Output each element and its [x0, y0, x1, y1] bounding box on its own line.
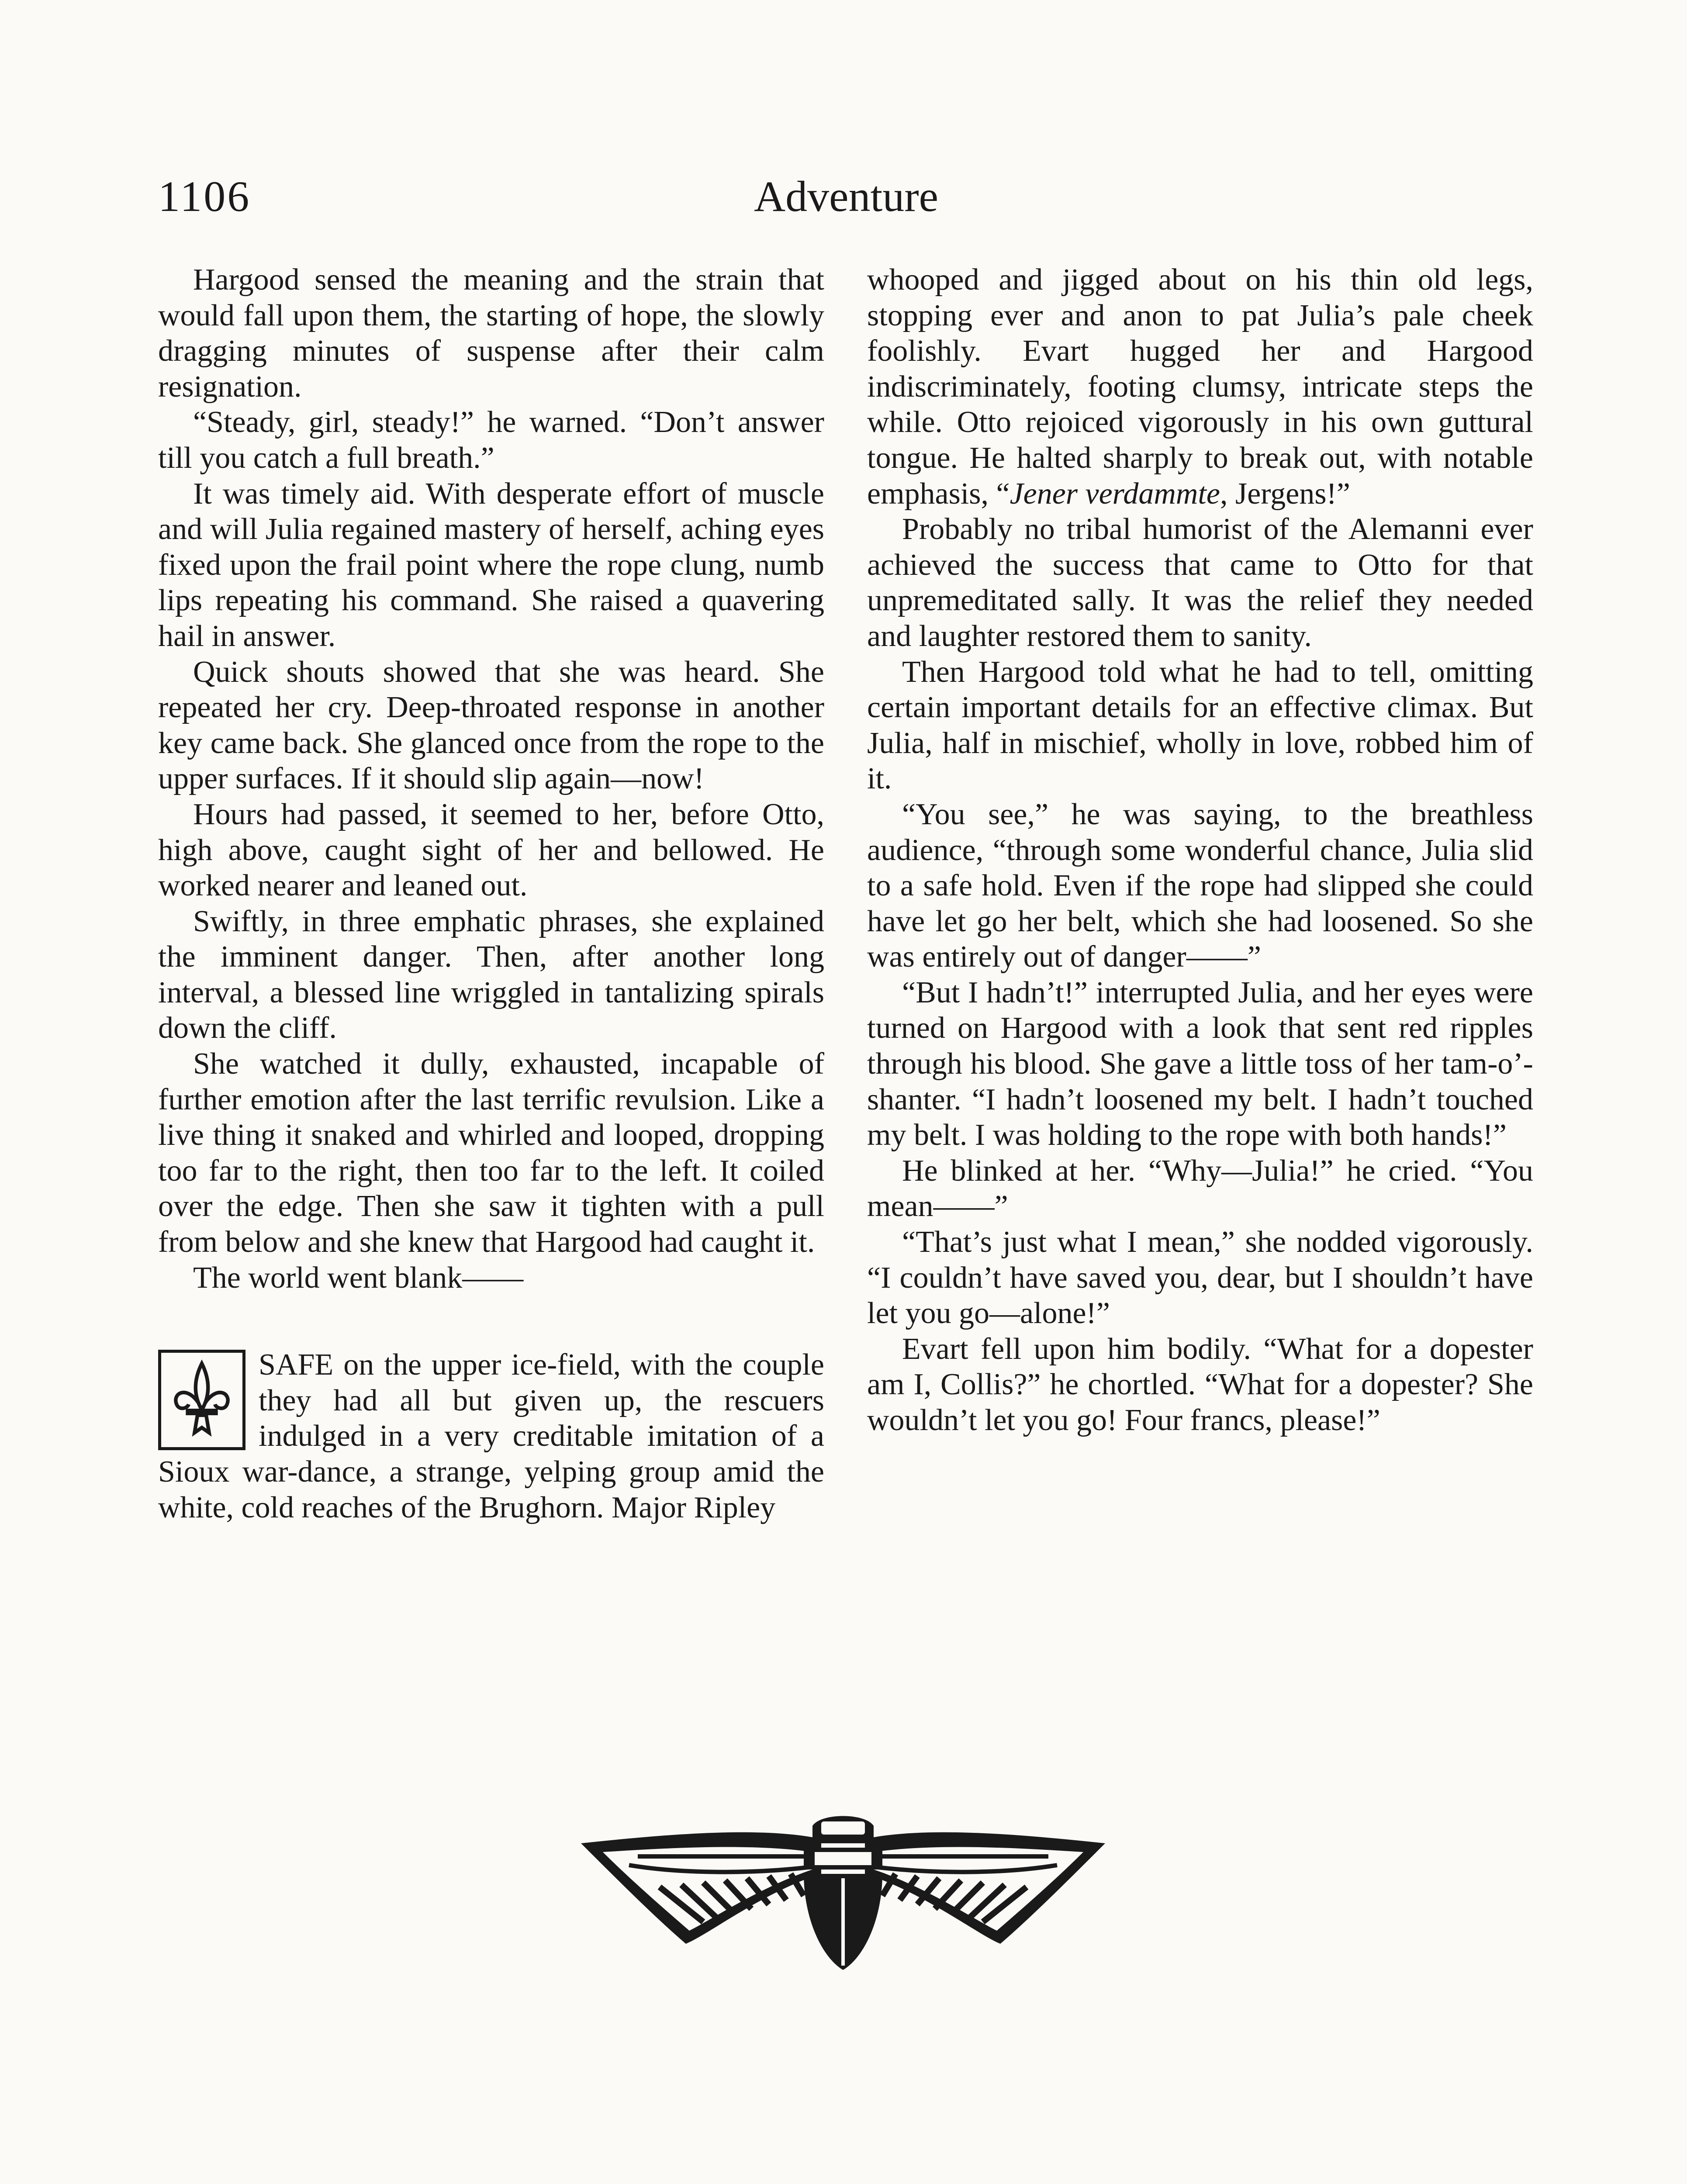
paragraph: The world went blank—— [193, 1261, 524, 1295]
paragraph: She watched it dully, exhausted, incapable of further emotion after the last terrific revulsion. Like a live thing it snaked and whirled and looped, dropping too far to the right, then too far to the left. It coiled over the edge. Then she saw it tighten with a pull from below and she knew that Hargood had caught it. [158, 1047, 824, 1259]
running-title: Adventure [754, 172, 939, 221]
section-break-paragraph [158, 1347, 824, 1525]
paragraph: “You see,” he was saying, to the breathless audience, “through some wonderful chance, Julia slid to a safe hold. Even if the rope had slipped she could have let go her belt, which she had loosened. So she was entirely out of danger——” [867, 797, 1533, 974]
paragraph: He blinked at her. “Why—Julia!” he cried. “You mean——” [867, 1154, 1533, 1223]
paragraph: whooped and jigged about on his thin old legs, stopping ever and anon to pat Julia’s pale cheek foolishly. Evart hugged her and Hargood indiscriminately, footing clumsy, intricate steps the while. Otto rejoiced vigorously in his own guttural tongue. He halted sharply to break out, with notable emphasis, “Jener verdammte, Jergens!” [867, 263, 1533, 511]
paragraph: “But I hadn’t!” interrupted Julia, and her eyes were turned on Hargood with a look that sent red ripples through his blood. She gave a little toss of her tam-o’-shanter. “I hadn’t loosened my belt. I hadn’t touched my belt. I was holding to the rope with both hands!” [867, 975, 1533, 1152]
fleur-de-lis-icon [158, 1350, 245, 1450]
paragraph: Hours had passed, it seemed to her, before Otto, high above, caught sight of her and bellowed. He worked nearer and leaned out. [158, 797, 824, 903]
paragraph: Swiftly, in three emphatic phrases, she explained the imminent danger. Then, after another long interval, a blessed line wriggled in tantalizing spirals down the cliff. [158, 904, 824, 1045]
page-header [158, 162, 1534, 232]
paragraph: Quick shouts showed that she was heard. She repeated her cry. Deep-throated response in another key came back. She glanced once from the rope to the upper surfaces. If it should slip again—now! [158, 655, 824, 796]
paragraph: Evart fell upon him bodily. “What for a dopester am I, Collis?” he chortled. “What for a dopester? She wouldn’t let you go! Four francs, please!” [867, 1332, 1533, 1437]
section-paragraph: SAFE on the upper ice-field, with the couple they had all but given up, the rescuers indulged in a very creditable imitation of a Sioux war-dance, a strange, yelping group amid the white, cold reaches of the Brughorn. Major Ripley [158, 1348, 824, 1524]
paragraph: It was timely aid. With desperate effort of muscle and will Julia regained mastery of herself, aching eyes fixed upon the frail point where the rope clung, numb lips repeating his command. She raised a quavering hail in answer. [158, 477, 824, 653]
italic-phrase: Jener verdammte [1009, 477, 1220, 511]
paragraph: “Steady, girl, steady!” he warned. “Don’t answer till you catch a full breath.” [158, 405, 824, 475]
paragraph: Probably no tribal humorist of the Alemanni ever achieved the success that came to Otto for that unpremeditated sally. It was the relief they needed and laughter restored them to sanity. [867, 512, 1533, 653]
paragraph: Hargood sensed the meaning and the strain that would fall upon them, the starting of hope, the slowly dragging minutes of suspense after their calm resignation. [158, 263, 824, 404]
page-number: 1106 [158, 172, 251, 221]
left-column [158, 262, 824, 1525]
paragraph: Then Hargood told what he had to tell, omitting certain important details for an effective climax. But Julia, half in mischief, wholly in love, robbed him of it. [867, 655, 1533, 796]
right-column [867, 262, 1533, 1438]
paragraph: “That’s just what I mean,” she nodded vigorously. “I couldn’t have saved you, dear, but I shouldn’t have let you go—alone!” [867, 1225, 1533, 1330]
winged-scarab-icon [577, 1808, 1110, 1974]
